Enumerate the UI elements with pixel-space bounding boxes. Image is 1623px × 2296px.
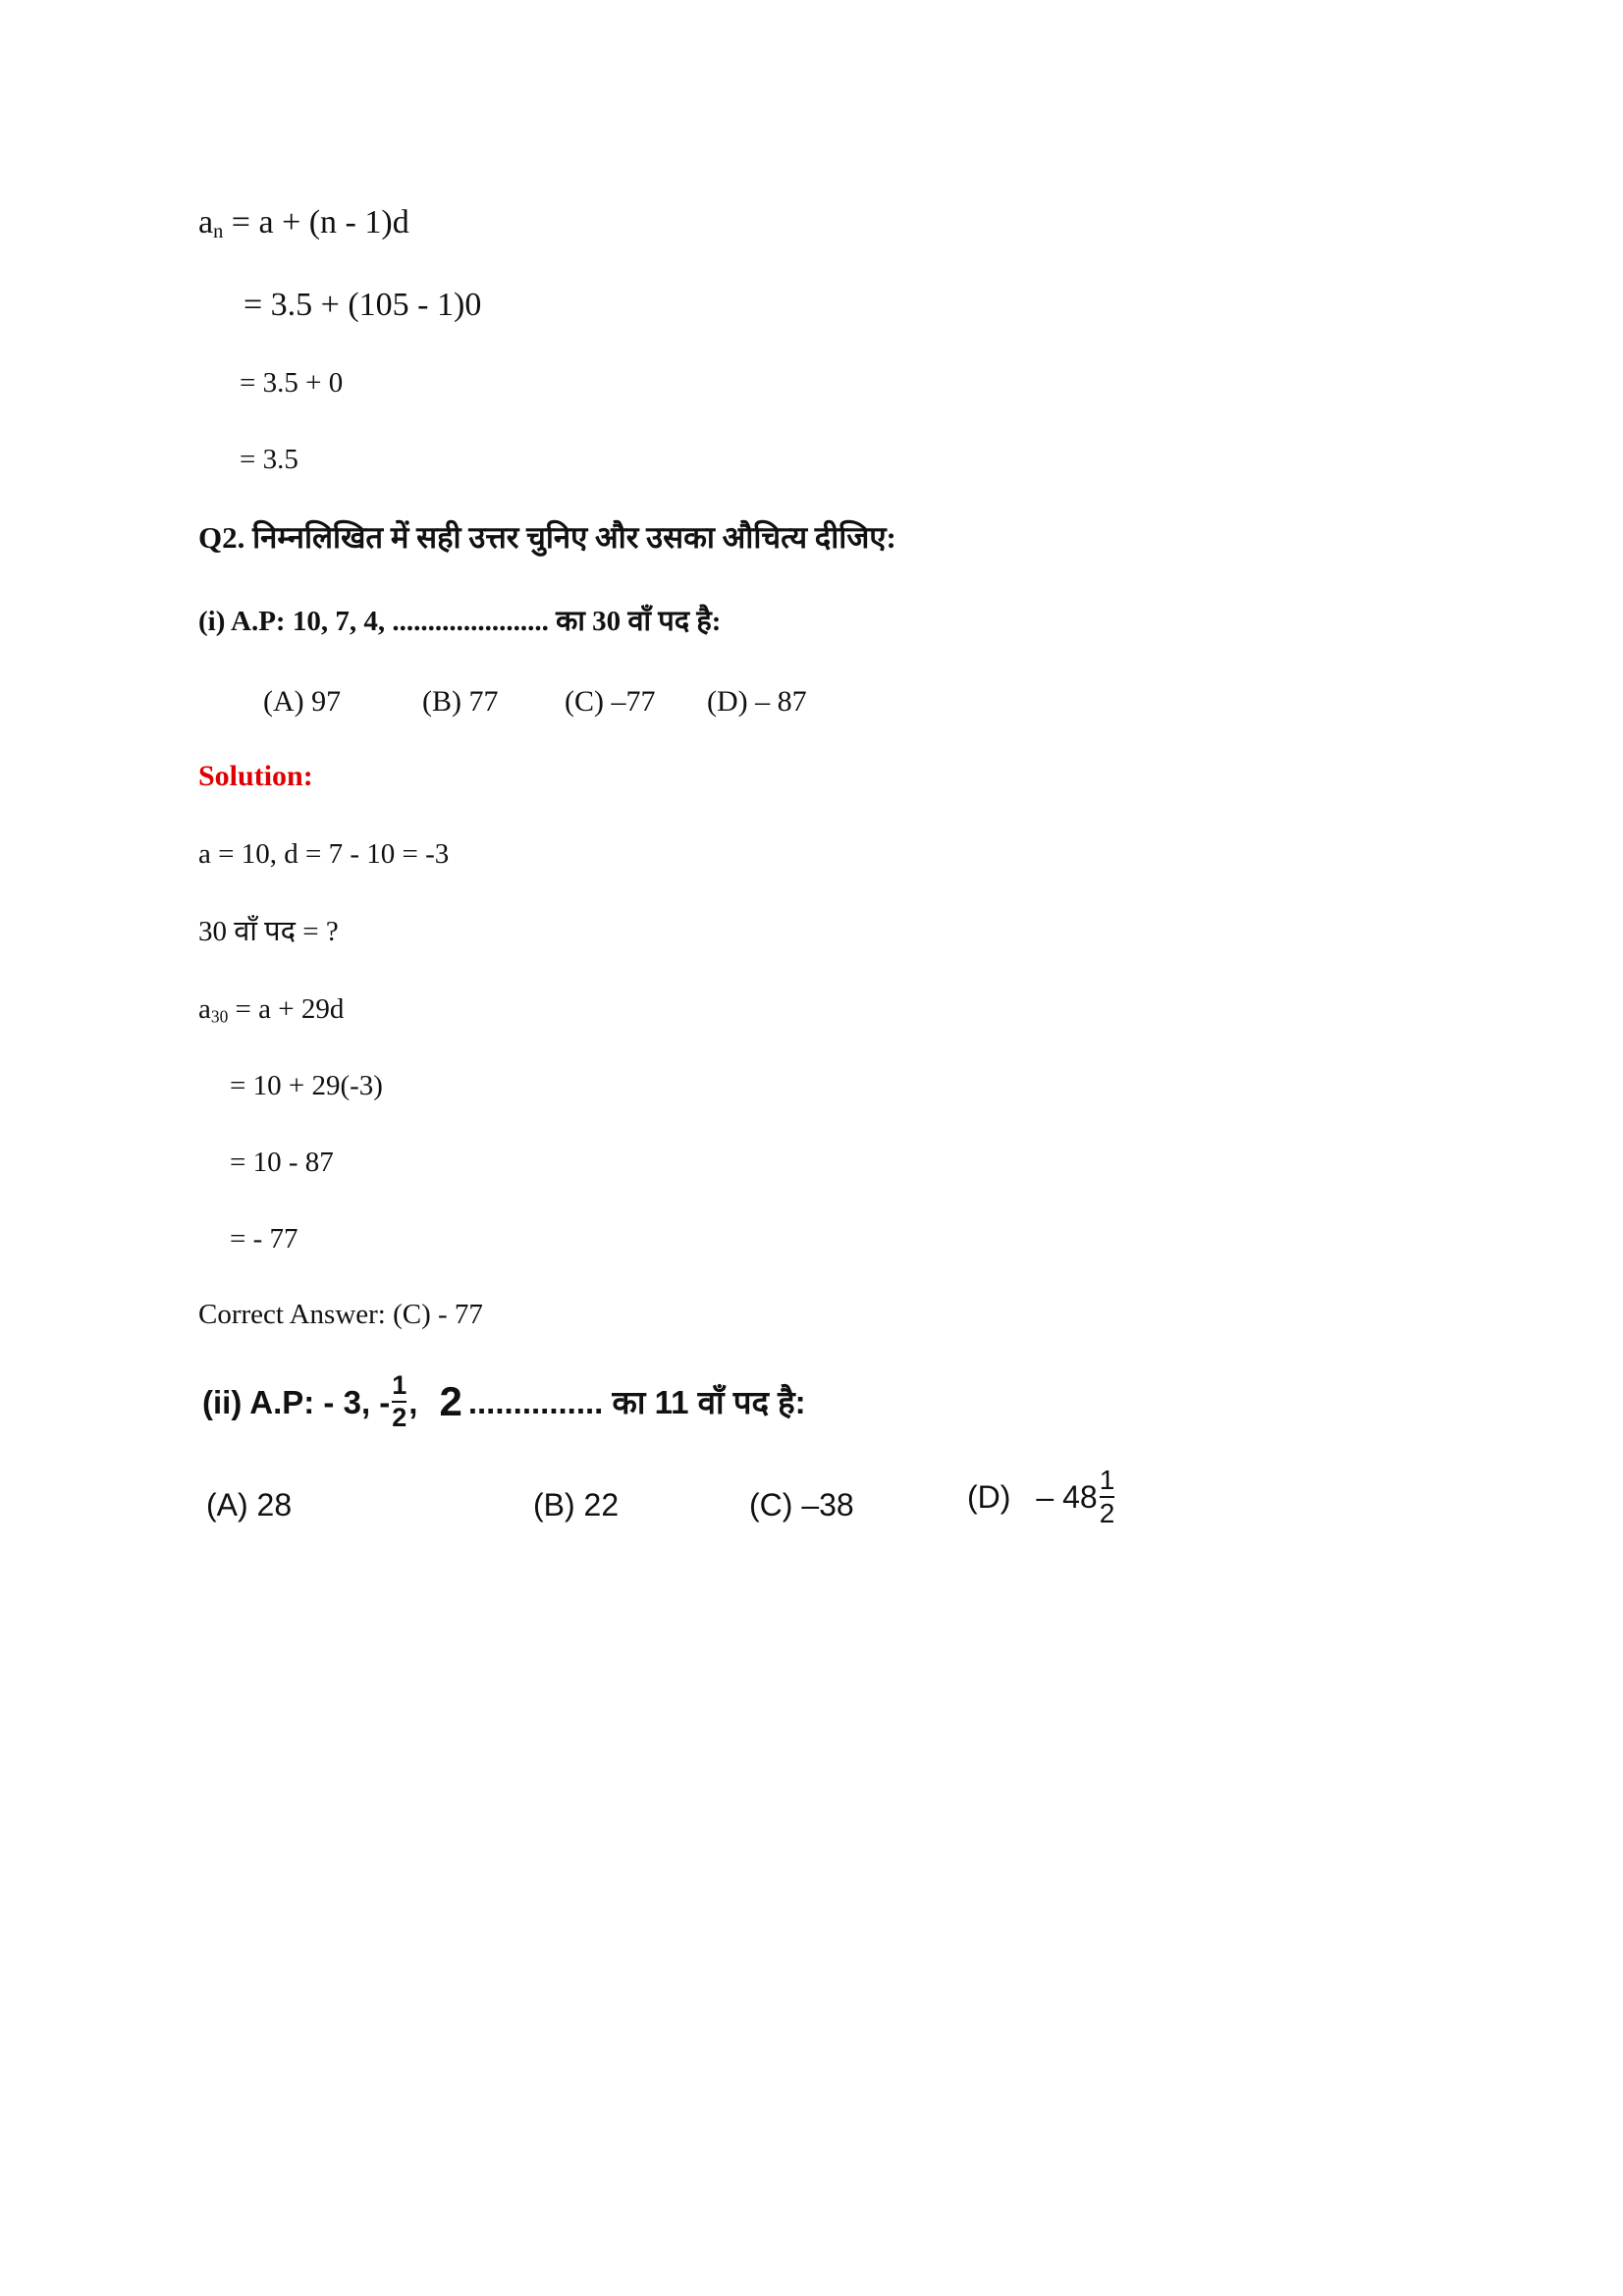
part-i-options xyxy=(263,687,807,717)
step-line-2: = 3.5 + 0 xyxy=(240,367,344,399)
step-line-3: = 3.5 xyxy=(240,444,298,475)
part-ii-option-d-numerator: 1 xyxy=(1099,1465,1115,1495)
part-i-option-b: (B) 77 xyxy=(422,685,499,718)
solution-label: Solution: xyxy=(198,760,313,792)
part-i-question: (i) A.P: 10, 7, 4, ...................... का 30 वाँ पद है: xyxy=(198,606,722,637)
step-line-1: = 3.5 + (105 - 1)0 xyxy=(243,287,482,323)
part-ii-prefix: (ii) A.P: - 3, - xyxy=(202,1383,391,1420)
part-ii-fraction-denominator: 2 xyxy=(392,1403,407,1432)
q2-heading: Q2. निम्नलिखित में सही उत्तर चुनिए और उसका औचित्य दीजिए: xyxy=(198,520,896,555)
solution-line-1: a = 10, d = 7 - 10 = -3 xyxy=(198,838,450,870)
formula-an-rest: = a + (n - 1)d xyxy=(223,204,409,240)
correct-answer: Correct Answer: (C) - 77 xyxy=(198,1299,483,1330)
part-ii-question xyxy=(202,1372,806,1431)
solution-line-5: = 10 - 87 xyxy=(230,1147,334,1178)
solution-a30-a: a xyxy=(198,993,211,1025)
part-ii-option-d xyxy=(967,1467,1114,1527)
part-ii-option-d-denominator: 2 xyxy=(1099,1498,1115,1528)
solution-line-4: = 10 + 29(-3) xyxy=(230,1070,383,1101)
formula-an xyxy=(198,206,409,242)
part-ii-option-a: (A) 28 xyxy=(206,1487,293,1522)
part-ii-option-d-whole: – 48 xyxy=(1036,1479,1098,1515)
part-i-option-c: (C) –77 xyxy=(565,685,656,718)
part-ii-term3: 2 xyxy=(439,1378,462,1424)
part-ii-fraction xyxy=(392,1372,406,1431)
part-ii-comma: , xyxy=(408,1383,418,1420)
solution-a30-rest: = a + 29d xyxy=(228,993,345,1025)
solution-line-3 xyxy=(198,995,344,1026)
part-ii-option-d-label: (D) xyxy=(967,1479,1011,1515)
part-i-option-d: (D) – 87 xyxy=(707,685,807,718)
part-i-option-a: (A) 97 xyxy=(263,685,342,718)
part-ii-suffix: ............... का 11 वाँ पद है: xyxy=(467,1383,806,1420)
part-ii-fraction-numerator: 1 xyxy=(392,1370,407,1400)
formula-an-a: a xyxy=(198,204,214,240)
part-ii-option-d-fraction xyxy=(1100,1467,1115,1527)
part-ii-option-c: (C) –38 xyxy=(749,1487,854,1522)
solution-line-2: 30 वाँ पद = ? xyxy=(198,916,339,947)
solution-a30-subscript: 30 xyxy=(210,1006,229,1027)
formula-an-subscript: n xyxy=(213,221,224,243)
solution-line-6: = - 77 xyxy=(230,1223,298,1255)
part-ii-option-b: (B) 22 xyxy=(533,1487,620,1522)
